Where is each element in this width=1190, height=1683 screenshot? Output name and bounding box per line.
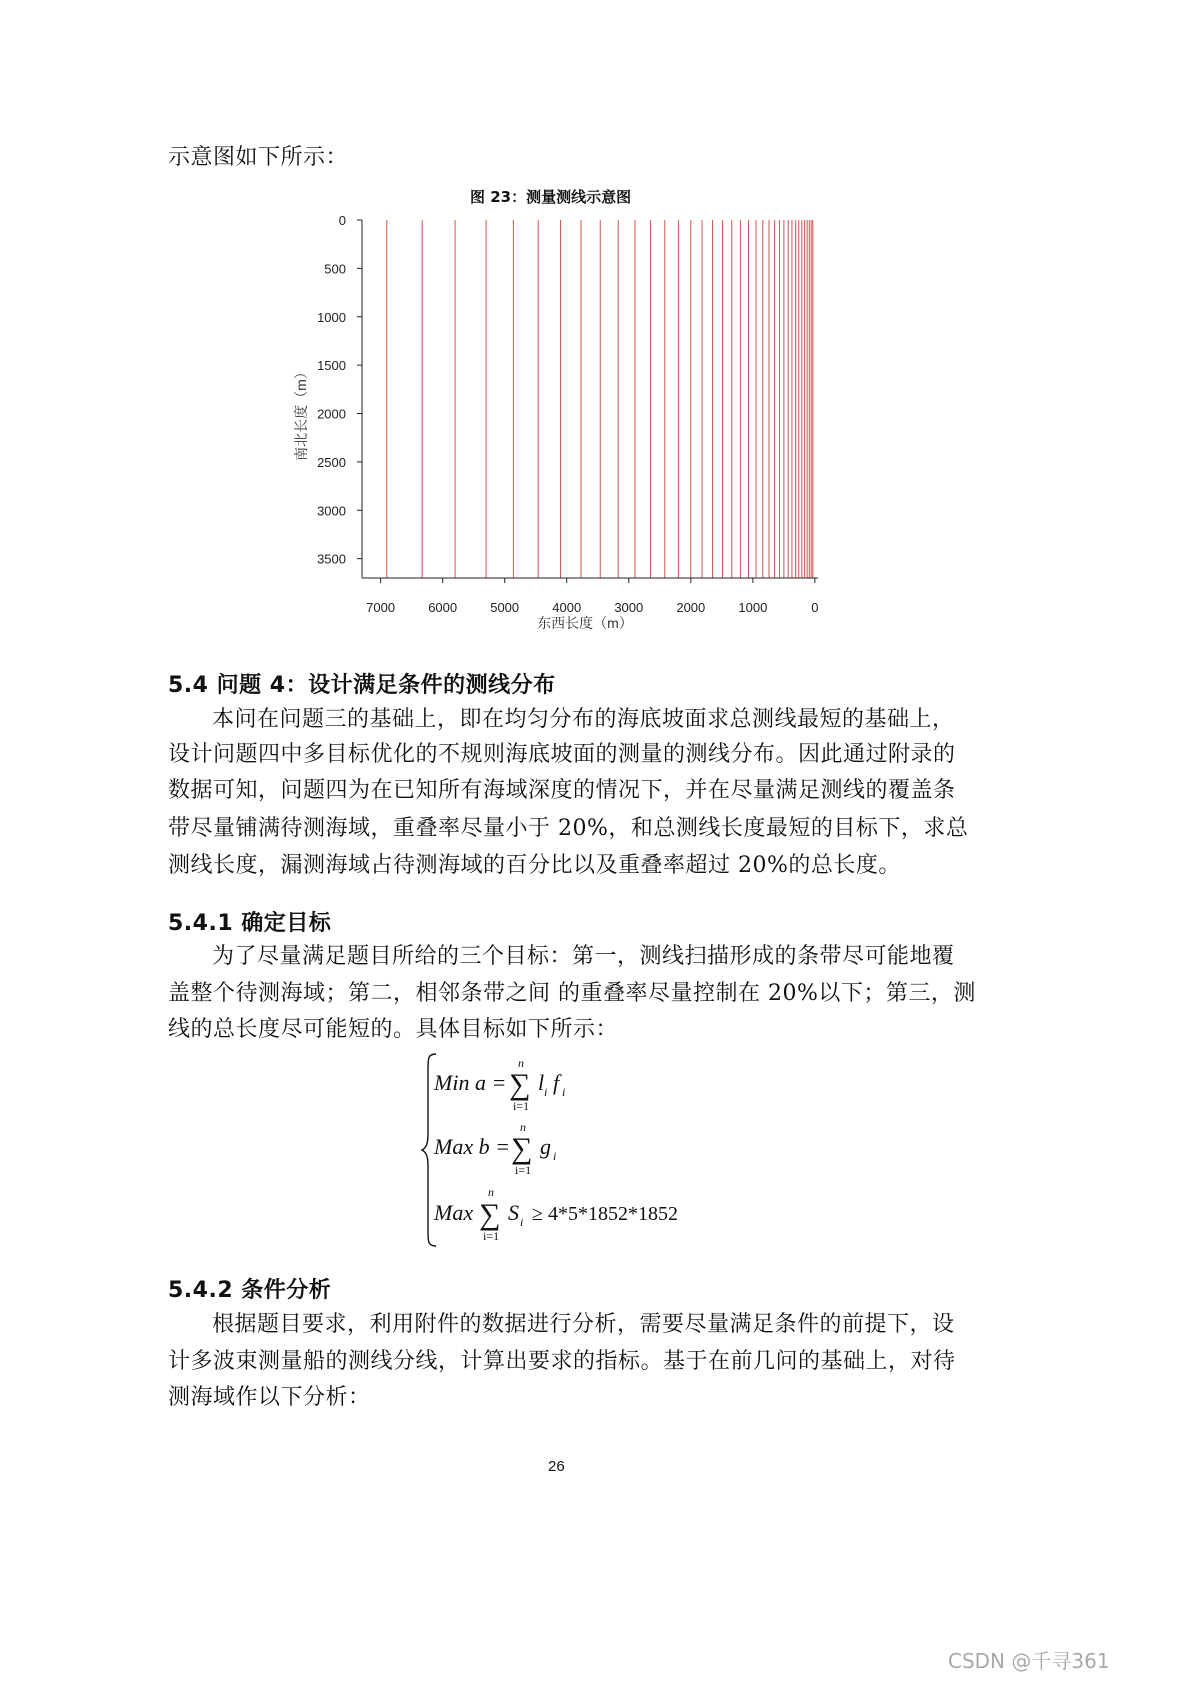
- objective-formula: [420, 1050, 720, 1250]
- y-tick-label: 3500: [317, 551, 346, 567]
- formula-row3-sum-lower: i=1: [483, 1229, 500, 1243]
- y-tick-label: 3000: [317, 503, 346, 519]
- formula-row3-term: S: [508, 1200, 519, 1225]
- y-tick-label: 2500: [317, 454, 346, 470]
- y-tick-label: 0: [338, 213, 346, 228]
- x-tick-label: 6000: [428, 600, 458, 615]
- survey-line-chart: [270, 205, 830, 655]
- formula-row1-sum-lower: i=1: [513, 1099, 530, 1113]
- formula-row2-term: g: [540, 1134, 551, 1159]
- y-axis-label: 南北长度（m）: [293, 365, 309, 461]
- y-tick-label: 2000: [317, 406, 346, 422]
- y-axis: [317, 213, 362, 578]
- formula-row1-lhs: Min a =: [434, 1070, 507, 1095]
- section-5-4-2-line-2: 计多波束测量船的测线分线，计算出要求的指标。基于在前几问的基础上，对待: [168, 1349, 956, 1374]
- formula-row2-sum-upper: n: [520, 1120, 526, 1134]
- formula-row2-sigma: ∑: [511, 1132, 533, 1165]
- formula-row1-sigma: ∑: [509, 1068, 531, 1101]
- section-5-4-line-4: 带尽量铺满待测海域，重叠率尽量小于 20%，和总测线长度最短的目标下，求总: [168, 816, 969, 841]
- section-5-4-1-heading: 5.4.1 确定目标: [168, 911, 332, 936]
- section-5-4-line-2: 设计问题四中多目标优化的不规则海底坡面的测量的测线分布。因此通过附录的: [168, 742, 956, 767]
- formula-row3-sub: i: [520, 1215, 524, 1229]
- formula-row3-sigma: ∑: [479, 1198, 501, 1231]
- y-tick-label: 1000: [317, 309, 346, 325]
- formula-row3-rhs: ≥ 4*5*1852*1852: [532, 1203, 678, 1225]
- x-tick-label: 5000: [490, 600, 520, 615]
- formula-row3-sum-upper: n: [488, 1185, 494, 1199]
- x-axis-label: 东西长度（m）: [537, 615, 633, 631]
- formula-row1-term1: l: [538, 1070, 545, 1095]
- y-tick-label: 500: [324, 261, 346, 277]
- x-axis: [362, 578, 819, 615]
- formula-row1-sum-upper: n: [518, 1056, 524, 1070]
- section-5-4-2-line-3: 测海域作以下分析：: [168, 1385, 371, 1410]
- intro-line: 示意图如下所示：: [168, 145, 349, 170]
- section-5-4-line-3: 数据可知，问题四为在已知所有海域深度的情况下，并在尽量满足测线的覆盖条: [168, 778, 956, 803]
- formula-row1-sub2: i: [562, 1085, 566, 1099]
- x-tick-label: 7000: [366, 600, 396, 615]
- section-5-4-2-line-1: 根据题目要求，利用附件的数据进行分析，需要尽量满足条件的前提下，设: [212, 1312, 955, 1337]
- formula-row2-lhs: Max b =: [434, 1134, 510, 1159]
- section-5-4-line-1: 本问在问题三的基础上，即在均匀分布的海底坡面求总测线最短的基础上，: [212, 707, 955, 732]
- x-tick-label: 0: [811, 600, 819, 615]
- formula-row1-sub1: i: [544, 1085, 548, 1099]
- section-5-4-1-line-3: 线的总长度尽可能短的。具体目标如下所示：: [168, 1017, 619, 1042]
- section-5-4-2-heading: 5.4.2 条件分析: [168, 1278, 332, 1303]
- figure-caption: 图 23：测量测线示意图: [470, 188, 632, 206]
- formula-row1-term2: f: [553, 1070, 560, 1095]
- y-tick-label: 1500: [317, 358, 346, 374]
- x-tick-label: 2000: [676, 600, 706, 615]
- x-tick-label: 1000: [738, 600, 768, 615]
- x-tick-label: 3000: [614, 600, 644, 615]
- formula-row2-sub: i: [553, 1149, 557, 1163]
- section-5-4-line-5: 测线长度，漏测海域占待测海域的百分比以及重叠率超过 20%的总长度。: [168, 853, 901, 878]
- plot-area: [387, 220, 813, 578]
- page-number: 26: [548, 1458, 565, 1475]
- watermark: CSDN @千寻361: [948, 1649, 1110, 1673]
- formula-row2-sum-lower: i=1: [515, 1163, 532, 1177]
- section-5-4-heading: 5.4 问题 4：设计满足条件的测线分布: [168, 673, 556, 698]
- x-tick-label: 4000: [552, 600, 582, 615]
- section-5-4-1-line-1: 为了尽量满足题目所给的三个目标：第一，测线扫描形成的条带尽可能地覆: [212, 944, 955, 969]
- formula-row3-lhs: Max: [434, 1200, 474, 1225]
- section-5-4-1-line-2: 盖整个待测海域；第二，相邻条带之间 的重叠率尽量控制在 20%以下；第三，测: [168, 981, 976, 1006]
